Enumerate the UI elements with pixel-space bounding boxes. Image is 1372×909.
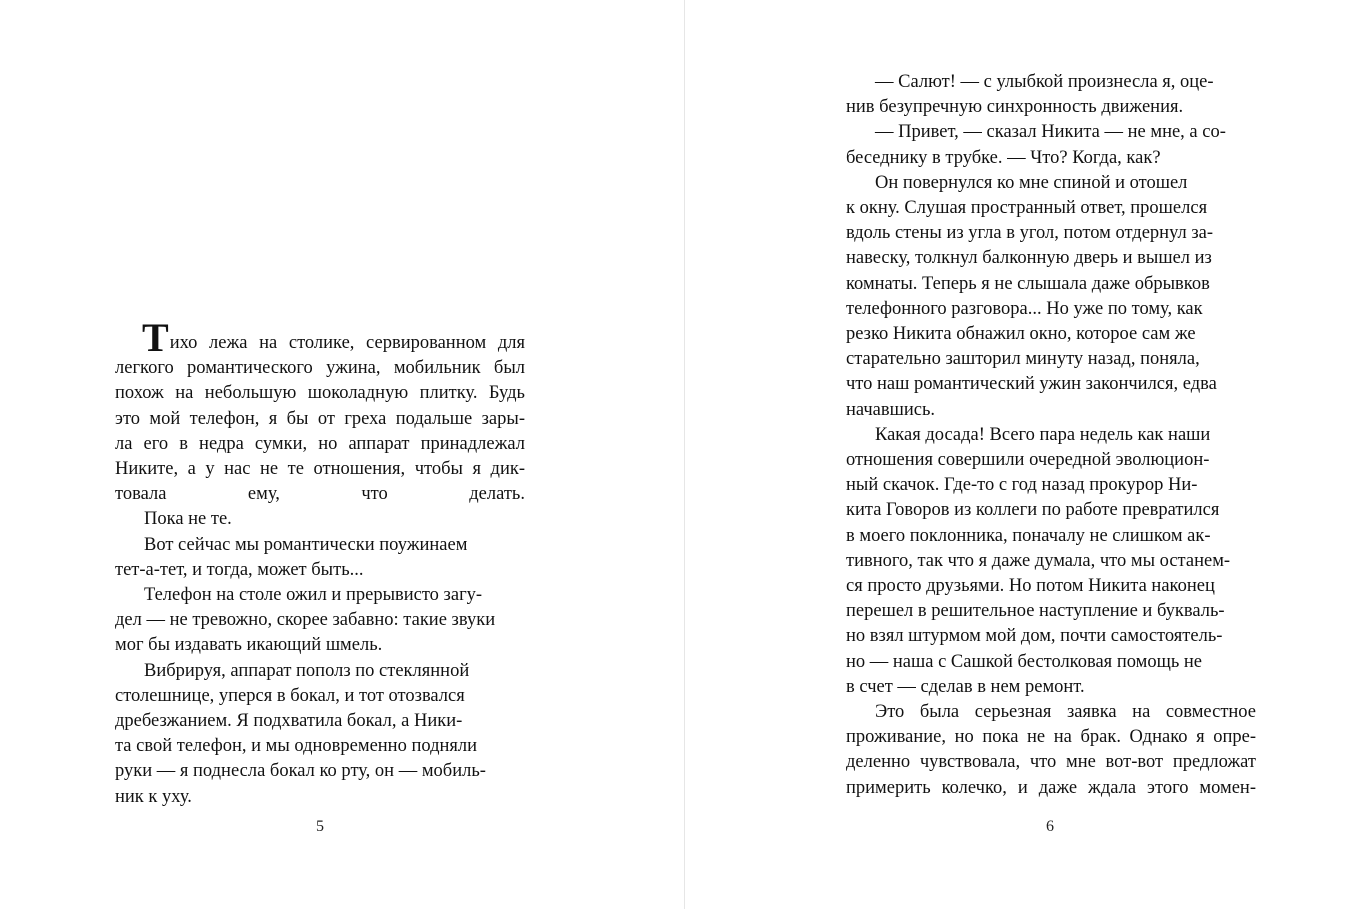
paragraph-5: Вибрируя, аппарат пополз по стеклянной столешнице, уперся в бокал, и тот отозвался дребезжанием. Я подхватила бокал, а Ники- та свой телефон, и мы одновременно подняли руки — я поднесла бокал ко рту, он — мобиль- ник к уху. [115, 660, 486, 807]
right-page-text [846, 70, 1256, 801]
paragraph-1: — Салют! — с улыбкой произнесла я, оце- нив безупречную синхронность движения. [846, 72, 1214, 118]
paragraph-4: Телефон на столе ожил и прерывисто загу- дел — не тревожно, скорее забавно: такие звуки мог бы издавать икающий шмель. [115, 585, 496, 656]
paragraph-3: Вот сейчас мы романтически поужинаем тет-а-тет, и тогда, может быть... [115, 534, 468, 580]
paragraph-2: Пока не те. [144, 509, 232, 530]
drop-cap: Т [142, 315, 169, 360]
left-page-text [115, 315, 525, 810]
right-page [685, 0, 1372, 909]
left-page [0, 0, 684, 909]
paragraph-5: Это была серьезная заявка на совместное проживание, но пока не на брак. Однако я опре- деленно чувствовала, что мне вот-вот предложат примерить колечко, и даже ждала этого момен- [846, 702, 1256, 798]
page-number-right: 6 [1046, 818, 1054, 835]
paragraph-2: — Привет, — сказал Никита — не мне, а со- беседнику в трубке. — Что? Когда, как? [846, 122, 1226, 168]
paragraph-3: Он повернулся ко мне спиной и отошел к окну. Слушая пространный ответ, прошелся вдоль стены из угла в угол, потом отдернул за- навеску, толкнул балконную дверь и вышел из комнаты. Теперь я не слышала даже обрывков телефонного разговора... Но уже по тому, как резко Никита обнажил окно, которое сам же старательно зашторил минуту назад, поняла, что наш романтический ужин закончился, едва начавшись. [846, 172, 1217, 420]
page-number-left: 5 [316, 818, 324, 835]
paragraph-1-text: ихо лежа на столике, сервированном для легкого романтического ужина, мобильник был похож на небольшую шоколадную плитку. Будь это мой телефон, я бы от греха подальше зары- ла его в недра сумки, но аппарат принадлежал Никите, а у нас не те отношения, чтобы я дик- товала ему, что делать. [115, 333, 525, 505]
paragraph-1 [115, 315, 525, 507]
paragraph-4: Какая досада! Всего пара недель как наши отношения совершили очередной эволюцион- ный скачок. Где-то с год назад прокурор Ни- кита Говоров из коллеги по работе превратился в моего поклонника, поначалу не слишком ак- тивного, так что я даже думала, что мы останем- ся просто друзьями. Но потом Никита наконец перешел в решительное наступление и букваль- но взял штурмом мой дом, почти самостоятель- но — наша с Сашкой бестолковая помощь не в счет — сделав в нем ремонт. [846, 424, 1231, 697]
